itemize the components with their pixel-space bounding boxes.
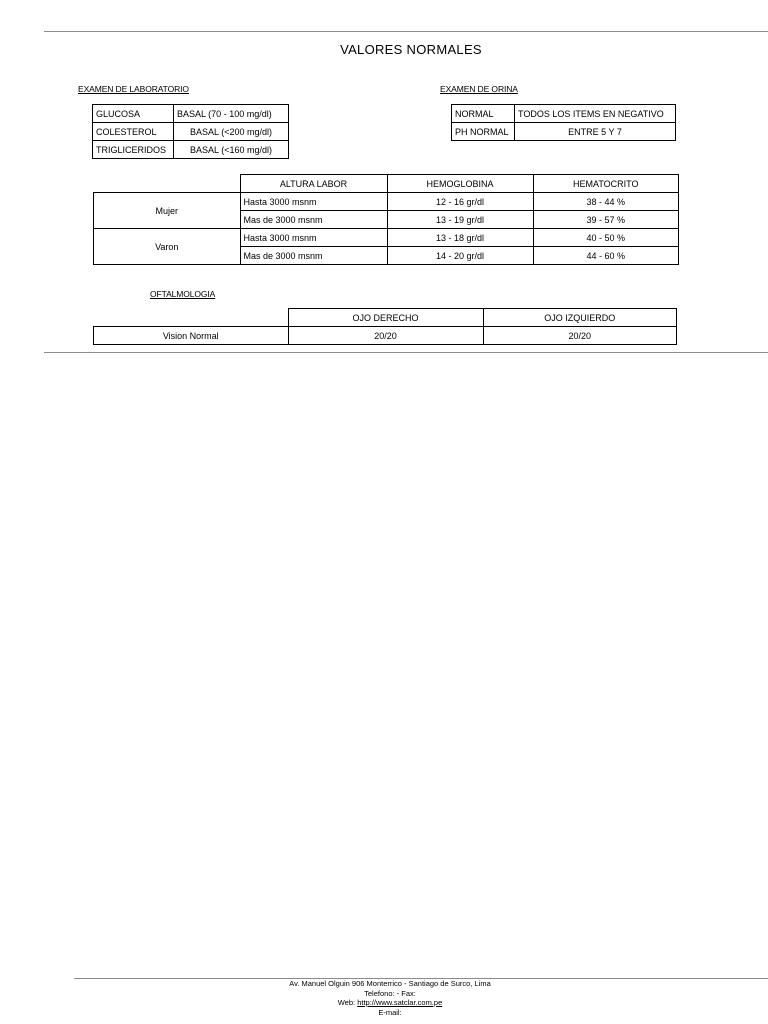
lab-value-cell: BASAL (70 - 100 mg/dl) <box>174 105 289 123</box>
page-title: VALORES NORMALES <box>340 42 482 57</box>
ojo-derecho-cell: 20/20 <box>288 327 483 345</box>
footer-address: Av. Manuel Olguin 906 Monterrico - Santiago de Surco, Lima <box>289 979 491 988</box>
hemo-table <box>93 174 679 265</box>
footer-web-link[interactable]: http://www.satclar.com.pe <box>357 998 443 1007</box>
table-row <box>93 105 289 123</box>
header-altura: ALTURA LABOR <box>240 175 387 193</box>
group-mujer: Mujer <box>94 193 241 229</box>
orina-value-cell: ENTRE 5 Y 7 <box>515 123 676 141</box>
hemoglobina-cell: 13 - 19 gr/dl <box>387 211 533 229</box>
header-ojo-derecho: OJO DERECHO <box>288 309 483 327</box>
section-rule <box>44 352 768 353</box>
hematocrito-cell: 38 - 44 % <box>533 193 679 211</box>
hemoglobina-cell: 12 - 16 gr/dl <box>387 193 533 211</box>
altura-cell: Hasta 3000 msnm <box>240 193 387 211</box>
oftalmologia-table <box>93 308 677 345</box>
table-row <box>93 141 289 159</box>
hemoglobina-cell: 14 - 20 gr/dl <box>387 247 533 265</box>
header-hemoglobina: HEMOGLOBINA <box>387 175 533 193</box>
orina-name-cell: NORMAL <box>452 105 515 123</box>
altura-cell: Mas de 3000 msnm <box>240 211 387 229</box>
hematocrito-cell: 44 - 60 % <box>533 247 679 265</box>
altura-cell: Hasta 3000 msnm <box>240 229 387 247</box>
hematocrito-cell: 40 - 50 % <box>533 229 679 247</box>
table-row <box>94 175 679 193</box>
lab-name-cell: COLESTEROL <box>93 123 174 141</box>
table-row <box>94 309 677 327</box>
orina-table <box>451 104 676 141</box>
table-row <box>452 123 676 141</box>
altura-cell: Mas de 3000 msnm <box>240 247 387 265</box>
header-ojo-izquierdo: OJO IZQUIERDO <box>483 309 677 327</box>
top-rule <box>44 31 768 32</box>
table-row <box>94 193 679 211</box>
footer-email: E-mail: <box>378 1007 402 1017</box>
table-row <box>94 327 677 345</box>
lab-value-cell: BASAL (<160 mg/dl) <box>174 141 289 159</box>
laboratorio-label: EXAMEN DE LABORATORIO <box>78 84 189 94</box>
hemoglobina-cell: 13 - 18 gr/dl <box>387 229 533 247</box>
lab-value-cell: BASAL (<200 mg/dl) <box>174 123 289 141</box>
orina-name-cell: PH NORMAL <box>452 123 515 141</box>
group-varon: Varon <box>94 229 241 265</box>
table-row <box>93 123 289 141</box>
table-row <box>452 105 676 123</box>
table-row <box>94 229 679 247</box>
footer <box>100 979 680 1017</box>
ojo-izquierdo-cell: 20/20 <box>483 327 677 345</box>
footer-web-label: Web: <box>337 998 356 1007</box>
oftalmologia-label: OFTALMOLOGIA <box>150 289 216 299</box>
footer-web <box>100 998 680 1008</box>
vision-label-cell: Vision Normal <box>94 327 289 345</box>
lab-name-cell: GLUCOSA <box>93 105 174 123</box>
orina-label: EXAMEN DE ORINA <box>440 84 518 94</box>
laboratorio-table <box>92 104 289 159</box>
header-hematocrito: HEMATOCRITO <box>533 175 679 193</box>
hematocrito-cell: 39 - 57 % <box>533 211 679 229</box>
footer-phone: Telefono: - Fax: <box>364 988 416 998</box>
orina-value-cell: TODOS LOS ITEMS EN NEGATIVO <box>515 105 676 123</box>
lab-name-cell: TRIGLICERIDOS <box>93 141 174 159</box>
